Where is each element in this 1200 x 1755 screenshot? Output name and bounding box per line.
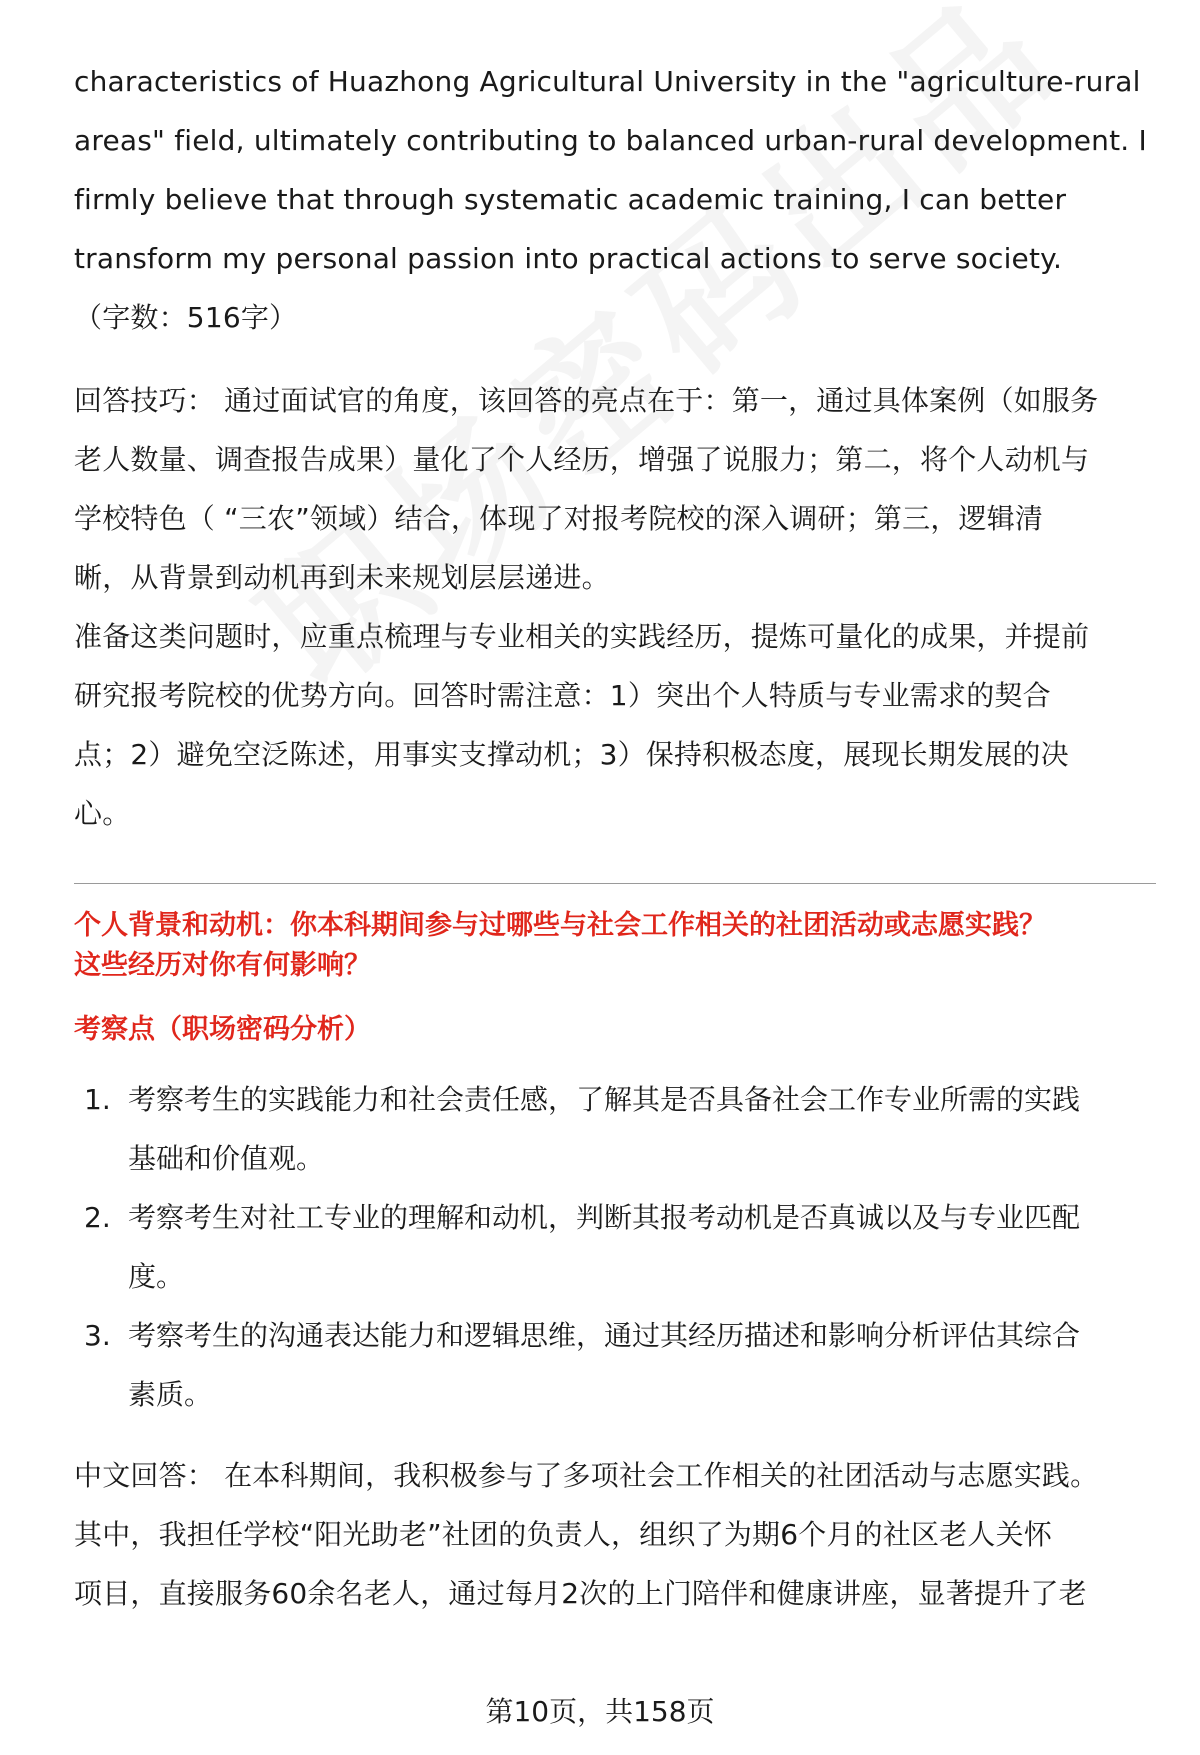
answer-line: 项目，直接服务60余名老人，通过每月2次的上门陪伴和健康讲座，显著提升了老 xyxy=(74,1577,1087,1610)
page-footer: 第10页，共158页 xyxy=(485,1695,715,1728)
answer-line: 其中，我担任学校“阳光助老”社团的负责人，组织了为期6个月的社区老人关怀 xyxy=(74,1518,1053,1551)
question-line: 这些经历对你有何影响？ xyxy=(74,950,371,981)
intro-line: transform my personal passion into practical actions to serve society. xyxy=(74,242,1063,275)
question-title xyxy=(74,906,1156,986)
document-page xyxy=(74,52,1156,1623)
list-item-text: 考察考生的实践能力和社会责任感，了解其是否具备社会工作专业所需的实践 xyxy=(128,1083,1081,1116)
tips-line: 学校特色（ “三农”领域）结合，体现了对报考院校的深入调研；第三，逻辑清 xyxy=(74,502,1044,535)
prep-line: 准备这类问题时，应重点梳理与专业相关的实践经历，提炼可量化的成果，并提前 xyxy=(74,620,1090,653)
answer-tips xyxy=(74,371,1156,607)
intro-line: firmly believe that through systematic academic training, I can better xyxy=(74,183,1067,216)
intro-line: areas" field, ultimately contributing to balanced urban-rural development. I xyxy=(74,124,1147,157)
list-item-text: 度。 xyxy=(128,1260,185,1293)
list-number: 2. xyxy=(84,1201,111,1234)
analysis-list xyxy=(74,1070,1156,1424)
list-number: 1. xyxy=(84,1083,111,1116)
word-count: （字数：516字） xyxy=(74,301,298,334)
analysis-title: 考察点（职场密码分析） xyxy=(74,1014,371,1045)
list-item-text: 基础和价值观。 xyxy=(128,1142,325,1175)
tips-line: 晰，从背景到动机再到未来规划层层递进。 xyxy=(74,561,610,594)
chinese-answer xyxy=(74,1446,1156,1623)
question-line: 个人背景和动机：你本科期间参与过哪些与社会工作相关的社团活动或志愿实践？ xyxy=(74,910,1046,941)
prep-line: 心。 xyxy=(74,797,131,830)
intro-paragraph xyxy=(74,52,1156,288)
list-item-text: 素质。 xyxy=(128,1378,213,1411)
prep-line: 研究报考院校的优势方向。回答时需注意：1）突出个人特质与专业需求的契合 xyxy=(74,679,1051,712)
section-divider xyxy=(74,883,1156,884)
prep-advice xyxy=(74,607,1156,843)
list-item xyxy=(74,1070,1156,1188)
list-number: 3. xyxy=(84,1319,111,1352)
list-item xyxy=(74,1188,1156,1306)
intro-line: characteristics of Huazhong Agricultural University in the "agriculture-rural xyxy=(74,65,1141,98)
tips-line: 回答技巧： 通过面试官的角度，该回答的亮点在于：第一，通过具体案例（如服务 xyxy=(74,384,1099,417)
answer-line: 中文回答： 在本科期间，我积极参与了多项社会工作相关的社团活动与志愿实践。 xyxy=(74,1459,1099,1492)
list-item xyxy=(74,1306,1156,1424)
prep-line: 点；2）避免空泛陈述，用事实支撑动机；3）保持积极态度，展现长期发展的决 xyxy=(74,738,1069,771)
tips-line: 老人数量、调查报告成果）量化了个人经历，增强了说服力；第二，将个人动机与 xyxy=(74,443,1090,476)
list-item-text: 考察考生的沟通表达能力和逻辑思维，通过其经历描述和影响分析评估其综合 xyxy=(128,1319,1081,1352)
list-item-text: 考察考生对社工专业的理解和动机，判断其报考动机是否真诚以及与专业匹配 xyxy=(128,1201,1081,1234)
